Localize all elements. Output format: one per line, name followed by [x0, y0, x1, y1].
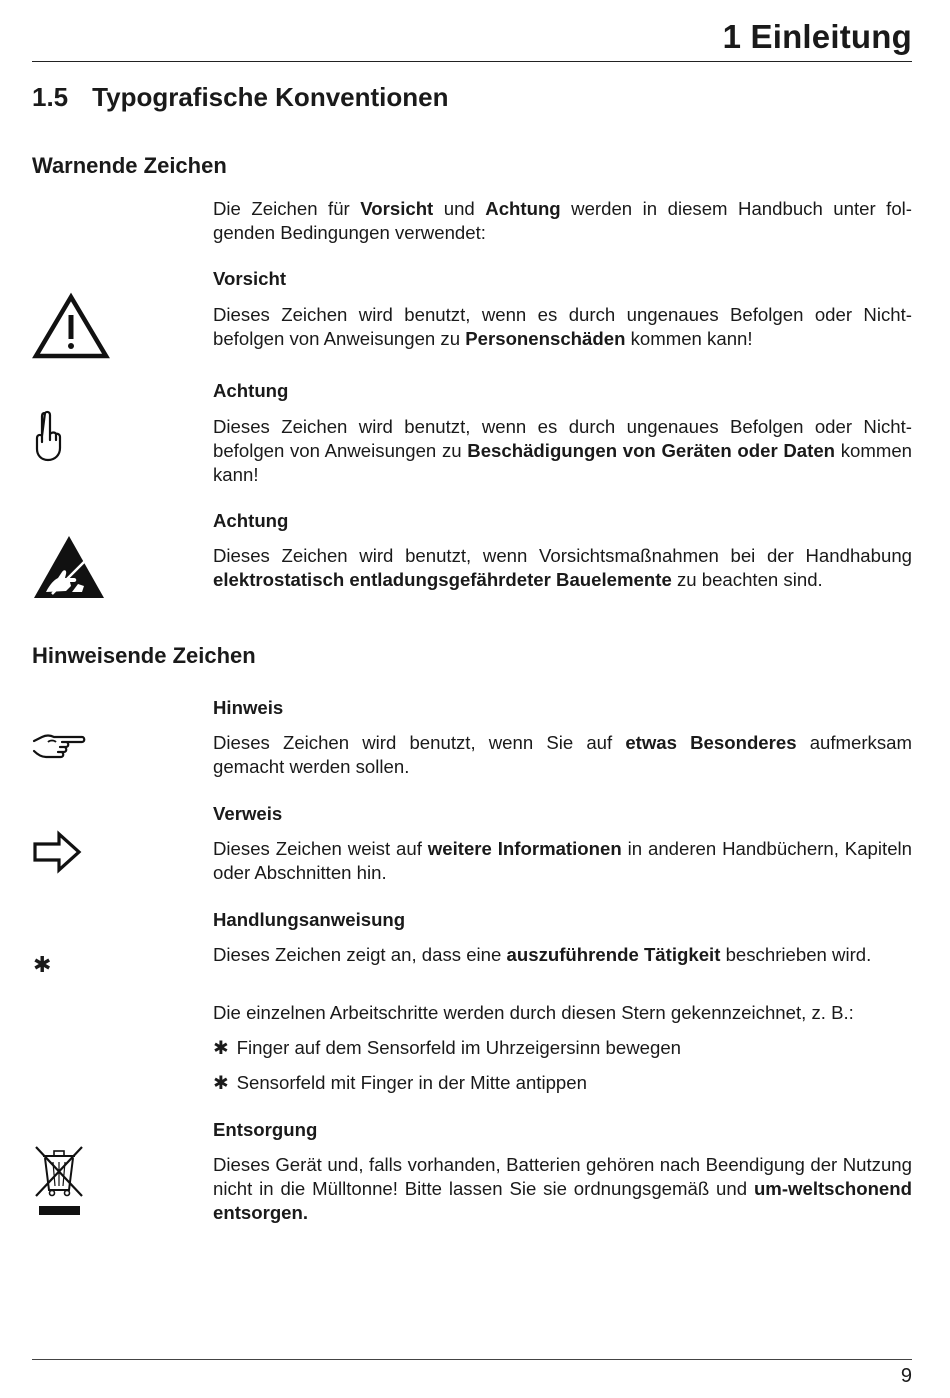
arrow-right-icon: [32, 831, 82, 873]
section-title-text: Typografische Konventionen: [92, 82, 449, 112]
warning-triangle-icon: [32, 293, 110, 359]
verweis-title: Verweis: [213, 803, 283, 824]
achtung-esd-text: Dieses Zeichen wird benutzt, wenn Vorsichtsmaßnahmen bei der Handhabung elektrostatisch entladungsgefährdeter Bauelemente zu beachten sind.: [213, 545, 912, 590]
handlung-title: Handlungsanweisung: [213, 909, 406, 930]
chapter-title: 1 Einleitung: [722, 18, 912, 55]
asterisk-icon: ✱: [213, 1072, 229, 1093]
raised-finger-icon: [34, 410, 62, 462]
header-rule: [32, 61, 912, 62]
achtung-text: Dieses Zeichen wird benutzt, wenn es durch ungenaues Befolgen oder Nicht-befolgen von Anweisungen zu Beschädigungen von Geräten oder Daten kommen kann!: [213, 416, 912, 485]
section-title: [32, 82, 449, 113]
entsorgung-title: Entsorgung: [213, 1119, 318, 1140]
list-item: ✱ Sensorfeld mit Finger in der Mitte antippen: [213, 1072, 587, 1093]
asterisk-icon: ✱: [33, 952, 52, 977]
hinweis-title: Hinweis: [213, 697, 284, 718]
vorsicht-title: Vorsicht: [213, 268, 287, 289]
verweis-text: Dieses Zeichen weist auf weitere Informationen in anderen Handbüchern, Kapiteln oder Abschnitten hin.: [213, 838, 913, 883]
achtung-esd-title: Achtung: [213, 510, 289, 531]
esd-warning-icon: [32, 534, 106, 600]
page-number: 9: [900, 1365, 912, 1387]
hinweis-text: Dieses Zeichen wird benutzt, wenn Sie auf etwas Besonderes aufmerksam gemacht werden sollen.: [213, 732, 912, 777]
footer-rule: [32, 1359, 912, 1360]
entsorgung-text: Dieses Gerät und, falls vorhanden, Batterien gehören nach Beendigung der Nutzung nicht in die Mülltonne! Bitte lassen Sie sie ordnungsgemäß und um-weltschonend entsorgen.: [213, 1154, 912, 1223]
achtung-title: Achtung: [213, 380, 289, 401]
warning-intro: Die Zeichen für Vorsicht und Achtung werden in diesem Handbuch unter fol-genden Bedingungen verwendet:: [213, 198, 913, 243]
warning-heading: Warnende Zeichen: [32, 153, 227, 178]
handlung-text: Dieses Zeichen zeigt an, dass eine auszuführende Tätigkeit beschrieben wird.: [213, 944, 872, 965]
list-item: ✱ Finger auf dem Sensorfeld im Uhrzeigersinn bewegen: [213, 1037, 682, 1058]
handlung-steps-intro: Die einzelnen Arbeitschritte werden durch diesen Stern gekennzeichnet, z. B.:: [213, 1002, 854, 1023]
crossed-bin-icon: [33, 1144, 85, 1218]
pointing-hand-icon: [32, 731, 86, 761]
section-number: 1.5: [32, 82, 69, 112]
asterisk-icon: ✱: [213, 1037, 229, 1058]
info-heading: Hinweisende Zeichen: [32, 643, 256, 668]
vorsicht-text: Dieses Zeichen wird benutzt, wenn es durch ungenaues Befolgen oder Nicht-befolgen von Anweisungen zu Personenschäden kommen kann!: [213, 304, 912, 349]
